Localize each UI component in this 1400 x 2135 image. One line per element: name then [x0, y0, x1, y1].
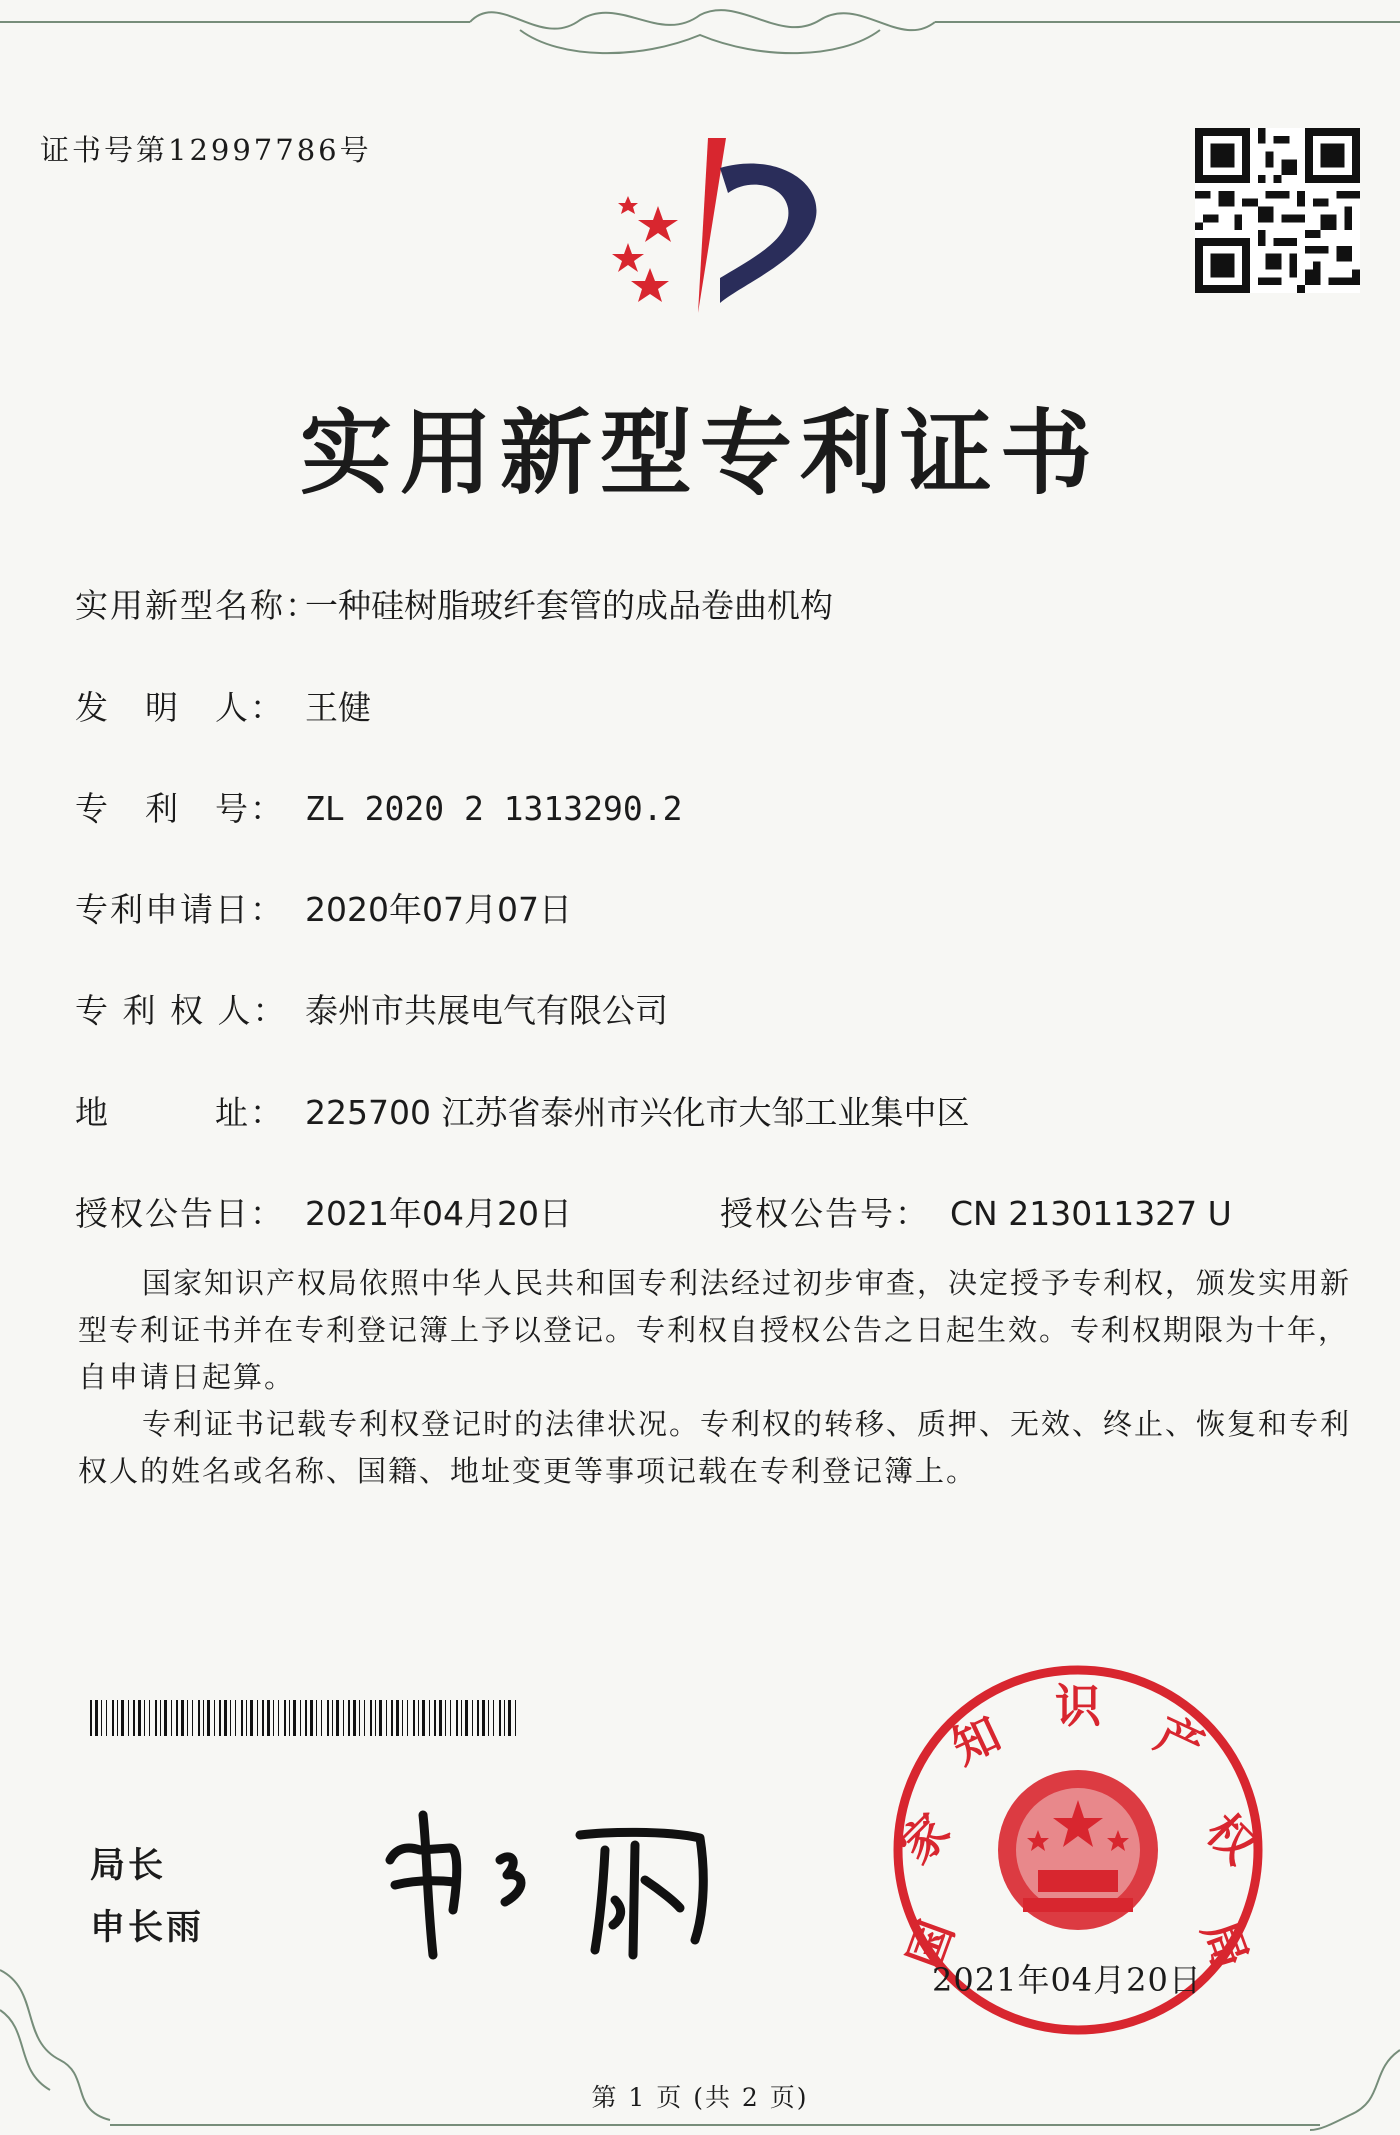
notice-paragraph: 国家知识产权局依照中华人民共和国专利法经过初步审查，决定授予专利权，颁发实用新型专利证书并在专利登记簿上予以登记。专利权自授权公告之日起生效。专利权期限为十年，自申请日起算。	[78, 1266, 1352, 1394]
field-value: CN 213011327 U	[950, 1194, 1232, 1233]
field-patent-number	[75, 783, 683, 830]
legal-notice	[78, 1260, 1358, 1495]
field-application-date	[75, 884, 572, 931]
signature-icon	[375, 1790, 745, 1970]
svg-text:局: 局	[1191, 1913, 1259, 1976]
field-label: 专利申请日：	[75, 890, 285, 929]
barcode-icon	[90, 1700, 520, 1736]
field-label: 地 址：	[75, 1093, 285, 1132]
field-grant-date	[75, 1188, 572, 1235]
field-label: 专 利 号：	[75, 789, 285, 828]
svg-text:识: 识	[1055, 1679, 1101, 1733]
page-title: 实用新型专利证书	[299, 400, 1100, 507]
field-value: 一种硅树脂玻纤套管的成品卷曲机构	[305, 586, 833, 625]
field-inventor	[75, 682, 371, 729]
notice-paragraph: 专利证书记载专利权登记时的法律状况。专利权的转移、质押、无效、终止、恢复和专利权人的姓名或名称、国籍、地址变更等事项记载在专利登记簿上。	[78, 1407, 1352, 1488]
cnipa-logo-icon	[588, 128, 838, 328]
field-label: 实用新型名称：	[75, 586, 320, 625]
svg-text:知: 知	[943, 1706, 1009, 1775]
field-label: 发 明 人：	[75, 688, 285, 727]
svg-text:家: 家	[889, 1803, 961, 1875]
director-title: 局长	[90, 1846, 167, 1886]
page-indicator: 第 1 页 (共 2 页)	[591, 2083, 809, 2112]
field-value: ZL 2020 2 1313290.2	[305, 789, 683, 828]
field-label: 授权公告日：	[75, 1194, 285, 1233]
field-address	[75, 1087, 969, 1134]
director-name: 申长雨	[90, 1908, 205, 1948]
svg-text:权: 权	[1195, 1803, 1267, 1875]
field-value: 2020年07月07日	[305, 890, 572, 929]
field-label: 授权公告号：	[720, 1194, 930, 1233]
field-value: 王健	[305, 688, 371, 727]
svg-text:国: 国	[897, 1913, 965, 1976]
svg-text:产: 产	[1147, 1706, 1213, 1775]
field-value: 泰州市共展电气有限公司	[305, 991, 668, 1030]
qr-code-icon	[1195, 128, 1360, 293]
field-patentee	[75, 985, 668, 1032]
field-label: 专 利 权 人：	[75, 991, 288, 1030]
certificate-number: 证书号第12997786号	[40, 133, 372, 167]
field-grant-number	[720, 1188, 1232, 1235]
field-value: 2021年04月20日	[305, 1194, 572, 1233]
seal-date: 2021年04月20日	[932, 1961, 1202, 1999]
field-utility-name	[75, 580, 833, 627]
field-value: 225700 江苏省泰州市兴化市大邹工业集中区	[305, 1093, 970, 1132]
